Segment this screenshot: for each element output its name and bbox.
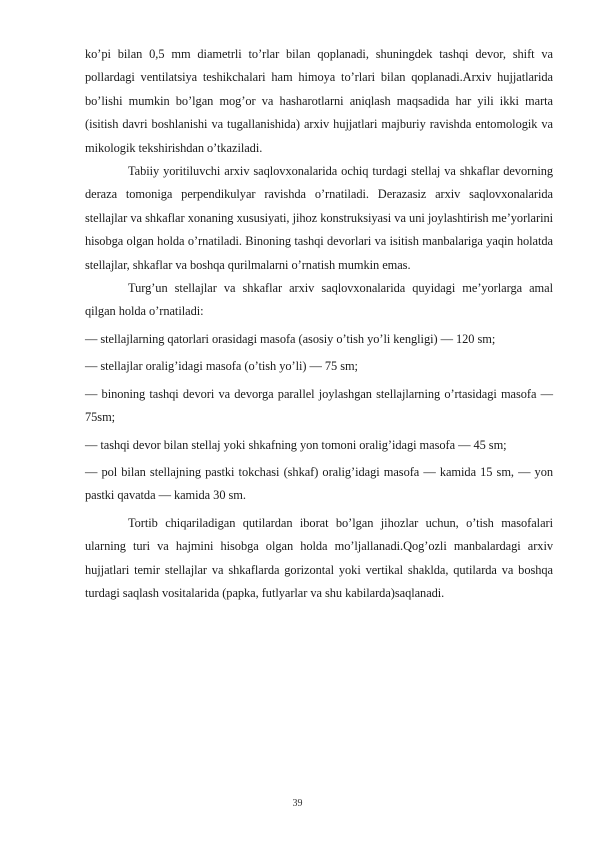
paragraph-drawer-equipment: Tortib chiqariladigan qutilardan iborat bo’lgan jihozlar uchun, o’tish masofalari ularning turi va hajmini hisobga olgan holda mo’ljallanadi.Qog’ozli manbalardagi arxiv hujjatlari temir stellajlar va shkaflarda gorizontal yoki vertikal shaklda, qutilarda va boshqa turdagi saqlash vositalarida (papka, futlyarlar va shu kabilarda)saqlanadi. — [85, 515, 553, 600]
norm-item-outer-wall-parallel: — binoning tashqi devori va devorga parallel joylashgan stellajlarning o’rtasidagi masofa — 75sm; — [85, 386, 553, 425]
document-body — [85, 43, 553, 605]
paragraph-continuation: ko’pi bilan 0,5 mm diametrli to’rlar bilan qoplanadi, shuningdek tashqi devor, shift va pollardagi ventilatsiya teshikchalari ham himoya to’rlari bilan qoplanadi.Arxiv hujjatlarida bo’lishi mumkin bo’lgan mog’or va hasharotlarni aniqlash maqsadida har yili ikki marta (isitish davri boshlanishi va tugallanishida) arxiv hujjatlari majburiy ravishda entomologik va mikologik tekshirishdan o’tkaziladi. — [85, 47, 553, 155]
norm-item-row-spacing: — stellajlarning qatorlari orasidagi masofa (asosiy o’tish yo’li kengligi) — 120 sm; — [85, 331, 496, 346]
page-number: 39 — [292, 798, 303, 809]
paragraph-shelving-orientation: Tabiiy yoritiluvchi arxiv saqlovxonalarida ochiq turdagi stellaj va shkaflar devorning deraza tomoniga perpendikulyar ravishda o’rnatiladi. Derazasiz arxiv saqlovxonalarida stellajlar va shkaflar xonaning xususiyati, jihoz konstruksiyasi va uni joylashtirish me’yorlarini hisobga olgan holda o’rnatiladi. Binoning tashqi devorlari va isitish manbalariga yaqin holatda stellajlar, shkaflar va boshqa qurilmalarni o’rnatish mumkin emas. — [85, 164, 553, 272]
norm-item-floor-shelf: — pol bilan stellajning pastki tokchasi (shkaf) oralig’idagi masofa — kamida 15 sm, — yon pastki qavatda — kamida 30 sm. — [85, 464, 553, 503]
norm-item-outer-wall-side: — tashqi devor bilan stellaj yoki shkafning yon tomoni oralig’idagi masofa — 45 sm; — [85, 437, 507, 452]
paragraph-norms-intro: Turg’un stellajlar va shkaflar arxiv saqlovxonalarida quyidagi me’yorlarga amal qilgan holda o’rnatiladi: — [85, 281, 553, 319]
norm-item-passage-width: — stellajlar oralig’idagi masofa (o’tish yo’li) — 75 sm; — [85, 359, 358, 374]
